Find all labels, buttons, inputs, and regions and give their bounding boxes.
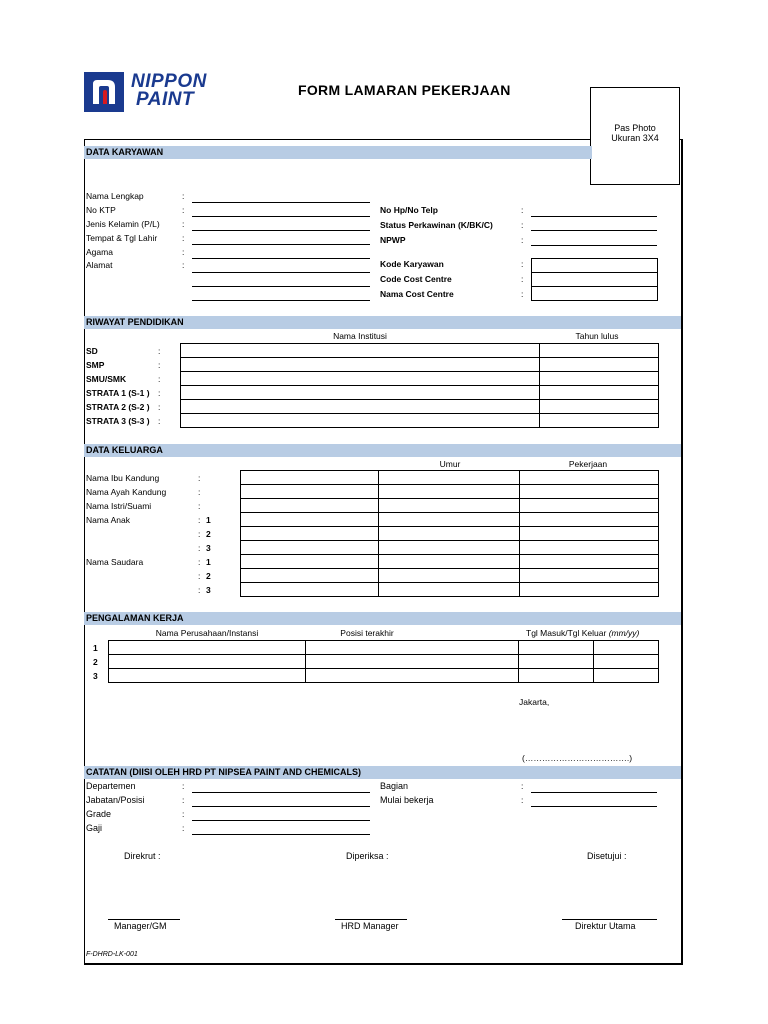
label-smu-smk: SMU/SMK <box>86 374 127 384</box>
table-row <box>241 555 659 569</box>
label-nama-cost-centre: Nama Cost Centre <box>380 289 454 299</box>
table-row <box>241 471 659 485</box>
label-mulai-bekerja: Mulai bekerja <box>380 795 434 805</box>
table-row <box>241 527 659 541</box>
signature-line-hrd[interactable] <box>335 919 407 920</box>
field-posisi[interactable] <box>306 641 519 655</box>
field-nama-lengkap[interactable] <box>192 202 370 203</box>
label-no-hp: No Hp/No Telp <box>380 205 438 215</box>
table-row <box>241 499 659 513</box>
colon: : <box>182 191 185 201</box>
colon: : <box>198 487 201 497</box>
colon: : <box>521 235 524 245</box>
field-jabatan-posisi[interactable] <box>192 806 370 807</box>
signature-line-direktur[interactable] <box>562 919 657 920</box>
field-nama[interactable] <box>241 527 379 541</box>
field-pekerjaan[interactable] <box>520 541 659 555</box>
field-tgl-masuk[interactable] <box>519 655 594 669</box>
table-row <box>181 414 659 428</box>
label-nama-saudara: Nama Saudara <box>86 557 144 567</box>
section-title: PENGALAMAN KERJA <box>86 613 184 623</box>
role-manager-gm: Manager/GM <box>114 921 167 931</box>
field-agama[interactable] <box>192 258 370 259</box>
field-tahun-lulus[interactable] <box>540 344 659 358</box>
header-tahun-lulus: Tahun lulus <box>575 331 619 341</box>
signature-line-manager[interactable] <box>108 919 180 920</box>
field-pekerjaan[interactable] <box>520 583 659 597</box>
label-nama-anak: Nama Anak <box>86 515 130 525</box>
field-pekerjaan[interactable] <box>520 485 659 499</box>
section-catatan <box>84 766 681 779</box>
field-umur[interactable] <box>379 527 520 541</box>
saudara-number: 3 <box>206 585 211 595</box>
field-tgl-keluar[interactable] <box>594 669 659 683</box>
table-row <box>241 541 659 555</box>
colon: : <box>521 289 524 299</box>
table-row <box>109 655 659 669</box>
field-nama[interactable] <box>241 555 379 569</box>
logo-text-nippon: NIPPON <box>131 71 207 92</box>
field-nama[interactable] <box>241 583 379 597</box>
colon: : <box>158 416 161 426</box>
field-institusi[interactable] <box>181 358 540 372</box>
section-title: RIWAYAT PENDIDIKAN <box>86 317 184 327</box>
label-strata-2: STRATA 2 (S-2 ) <box>86 402 150 412</box>
colon: : <box>198 529 201 539</box>
field-institusi[interactable] <box>181 414 540 428</box>
field-nama-cost-centre[interactable] <box>532 287 658 301</box>
colon: : <box>182 781 185 791</box>
field-tahun-lulus[interactable] <box>540 386 659 400</box>
section-riwayat-pendidikan <box>84 316 681 329</box>
table-row <box>241 485 659 499</box>
field-tgl-masuk[interactable] <box>519 669 594 683</box>
field-umur[interactable] <box>379 499 520 513</box>
anak-number: 1 <box>206 515 211 525</box>
pendidikan-table <box>180 343 659 428</box>
field-perusahaan[interactable] <box>109 655 306 669</box>
label-ibu-kandung: Nama Ibu Kandung <box>86 473 160 483</box>
table-row <box>181 358 659 372</box>
field-nama[interactable] <box>241 485 379 499</box>
field-nama[interactable] <box>241 569 379 583</box>
label-alamat: Alamat <box>86 260 113 270</box>
colon: : <box>158 402 161 412</box>
colon: : <box>182 260 185 270</box>
field-kode-karyawan[interactable] <box>532 259 658 273</box>
field-nama[interactable] <box>241 541 379 555</box>
field-jenis-kelamin[interactable] <box>192 230 370 231</box>
anak-number: 3 <box>206 543 211 553</box>
colon: : <box>198 501 201 511</box>
field-umur[interactable] <box>379 513 520 527</box>
field-npwp[interactable] <box>531 245 657 246</box>
header-umur: Umur <box>439 459 461 469</box>
colon: : <box>521 795 524 805</box>
table-row <box>181 372 659 386</box>
field-nama[interactable] <box>241 499 379 513</box>
header-tgl-format: (mm/yy) <box>608 628 640 638</box>
form-code: F-DHRD-LK-001 <box>86 951 138 958</box>
table-row <box>241 513 659 527</box>
field-no-ktp[interactable] <box>192 216 370 217</box>
field-institusi[interactable] <box>181 400 540 414</box>
colon: : <box>198 557 201 567</box>
field-tgl-keluar[interactable] <box>594 641 659 655</box>
header-nama-institusi: Nama Institusi <box>333 331 387 341</box>
table-row <box>241 569 659 583</box>
place-jakarta: Jakarta, <box>519 697 550 707</box>
field-perusahaan[interactable] <box>109 641 306 655</box>
label-code-cost-centre: Code Cost Centre <box>380 274 452 284</box>
field-no-hp[interactable] <box>531 216 657 217</box>
field-code-cost-centre[interactable] <box>532 273 658 287</box>
colon: : <box>521 781 524 791</box>
header-pekerjaan: Pekerjaan <box>568 459 608 469</box>
section-title: DATA KELUARGA <box>86 445 163 455</box>
field-nama[interactable] <box>241 513 379 527</box>
colon: : <box>198 585 201 595</box>
saudara-number: 2 <box>206 571 211 581</box>
header-posisi: Posisi terakhir <box>340 628 394 638</box>
keluarga-table <box>240 470 659 597</box>
header-tgl-label: Tgl Masuk/Tgl Keluar <box>526 628 607 638</box>
field-institusi[interactable] <box>181 372 540 386</box>
table-row <box>181 400 659 414</box>
field-pekerjaan[interactable] <box>520 555 659 569</box>
table-row <box>181 386 659 400</box>
colon: : <box>182 809 185 819</box>
colon: : <box>198 543 201 553</box>
field-alamat-1[interactable] <box>192 272 370 273</box>
colon: : <box>158 360 161 370</box>
field-gaji[interactable] <box>192 834 370 835</box>
field-pekerjaan[interactable] <box>520 569 659 583</box>
field-pekerjaan[interactable] <box>520 499 659 513</box>
label-sd: SD <box>86 346 98 356</box>
label-disetujui: Disetujui : <box>587 851 627 861</box>
label-diperiksa: Diperiksa : <box>346 851 389 861</box>
label-status-perkawinan: Status Perkawinan (K/BK/C) <box>380 220 493 230</box>
colon: : <box>182 247 185 257</box>
field-umur[interactable] <box>379 555 520 569</box>
table-row <box>109 669 659 683</box>
field-tempat-tgl-lahir[interactable] <box>192 244 370 245</box>
field-institusi[interactable] <box>181 386 540 400</box>
field-tahun-lulus[interactable] <box>540 414 659 428</box>
label-istri-suami: Nama Istri/Suami <box>86 501 152 511</box>
cost-centre-box <box>531 258 658 301</box>
field-mulai-bekerja[interactable] <box>531 806 657 807</box>
pengalaman-table <box>108 640 659 683</box>
field-umur[interactable] <box>379 485 520 499</box>
colon: : <box>158 346 161 356</box>
company-logo <box>84 70 229 115</box>
photo-label-1: Pas Photo <box>614 123 656 133</box>
section-pengalaman-kerja <box>84 612 681 625</box>
role-direktur-utama: Direktur Utama <box>575 921 636 931</box>
label-nama-lengkap: Nama Lengkap <box>86 191 144 201</box>
colon: : <box>198 515 201 525</box>
label-tempat-tgl-lahir: Tempat & Tgl Lahir <box>86 233 158 243</box>
label-direkrut: Direkrut : <box>124 851 161 861</box>
applicant-signature[interactable]: (……………………………….) <box>522 753 633 763</box>
table-row <box>181 344 659 358</box>
header-tgl-masuk-keluar <box>526 628 639 638</box>
row-number: 2 <box>93 657 98 667</box>
field-tahun-lulus[interactable] <box>540 400 659 414</box>
field-tahun-lulus[interactable] <box>540 372 659 386</box>
field-posisi[interactable] <box>306 655 519 669</box>
anak-number: 2 <box>206 529 211 539</box>
colon: : <box>182 233 185 243</box>
field-tgl-keluar[interactable] <box>594 655 659 669</box>
photo-box <box>590 87 680 185</box>
label-strata-3: STRATA 3 (S-3 ) <box>86 416 150 426</box>
field-umur[interactable] <box>379 583 520 597</box>
field-tgl-masuk[interactable] <box>519 641 594 655</box>
label-kode-karyawan: Kode Karyawan <box>380 259 444 269</box>
field-alamat-3[interactable] <box>192 300 370 301</box>
photo-label-2: Ukuran 3X4 <box>611 133 659 143</box>
field-bagian[interactable] <box>531 792 657 793</box>
colon: : <box>182 795 185 805</box>
header-perusahaan: Nama Perusahaan/Instansi <box>155 628 259 638</box>
field-pekerjaan[interactable] <box>520 513 659 527</box>
colon: : <box>182 205 185 215</box>
section-title: DATA KARYAWAN <box>86 147 164 157</box>
form-title: FORM LAMARAN PEKERJAAN <box>298 82 511 98</box>
label-agama: Agama <box>86 247 113 257</box>
field-tahun-lulus[interactable] <box>540 358 659 372</box>
field-umur[interactable] <box>379 471 520 485</box>
label-smp: SMP <box>86 360 105 370</box>
label-no-ktp: No KTP <box>86 205 116 215</box>
field-nama[interactable] <box>241 471 379 485</box>
field-status-perkawinan[interactable] <box>531 230 657 231</box>
colon: : <box>158 388 161 398</box>
saudara-number: 1 <box>206 557 211 567</box>
section-data-keluarga <box>84 444 681 457</box>
label-jabatan-posisi: Jabatan/Posisi <box>86 795 145 805</box>
logo-text-paint: PAINT <box>136 89 195 110</box>
colon: : <box>158 374 161 384</box>
nippon-logo-icon <box>84 72 124 112</box>
label-grade: Grade <box>86 809 112 819</box>
label-npwp: NPWP <box>380 235 406 245</box>
colon: : <box>521 274 524 284</box>
field-umur[interactable] <box>379 541 520 555</box>
label-ayah-kandung: Nama Ayah Kandung <box>86 487 167 497</box>
colon: : <box>182 823 185 833</box>
field-umur[interactable] <box>379 569 520 583</box>
field-alamat-2[interactable] <box>192 286 370 287</box>
label-bagian: Bagian <box>380 781 409 791</box>
colon: : <box>521 205 524 215</box>
table-row <box>109 641 659 655</box>
label-strata-1: STRATA 1 (S-1 ) <box>86 388 150 398</box>
field-departemen[interactable] <box>192 792 370 793</box>
field-grade[interactable] <box>192 820 370 821</box>
field-pekerjaan[interactable] <box>520 471 659 485</box>
field-posisi[interactable] <box>306 669 519 683</box>
label-gaji: Gaji <box>86 823 103 833</box>
section-title: CATATAN (DIISI OLEH HRD PT NIPSEA PAINT AND CHEMICALS) <box>86 767 361 777</box>
row-number: 3 <box>93 671 98 681</box>
colon: : <box>198 473 201 483</box>
row-number: 1 <box>93 643 98 653</box>
field-institusi[interactable] <box>181 344 540 358</box>
colon: : <box>521 259 524 269</box>
field-perusahaan[interactable] <box>109 669 306 683</box>
section-data-karyawan <box>84 146 592 159</box>
colon: : <box>182 219 185 229</box>
field-pekerjaan[interactable] <box>520 527 659 541</box>
label-departemen: Departemen <box>86 781 136 791</box>
label-jenis-kelamin: Jenis Kelamin (P/L) <box>86 219 160 229</box>
colon: : <box>198 571 201 581</box>
table-row <box>241 583 659 597</box>
role-hrd-manager: HRD Manager <box>341 921 399 931</box>
colon: : <box>521 220 524 230</box>
